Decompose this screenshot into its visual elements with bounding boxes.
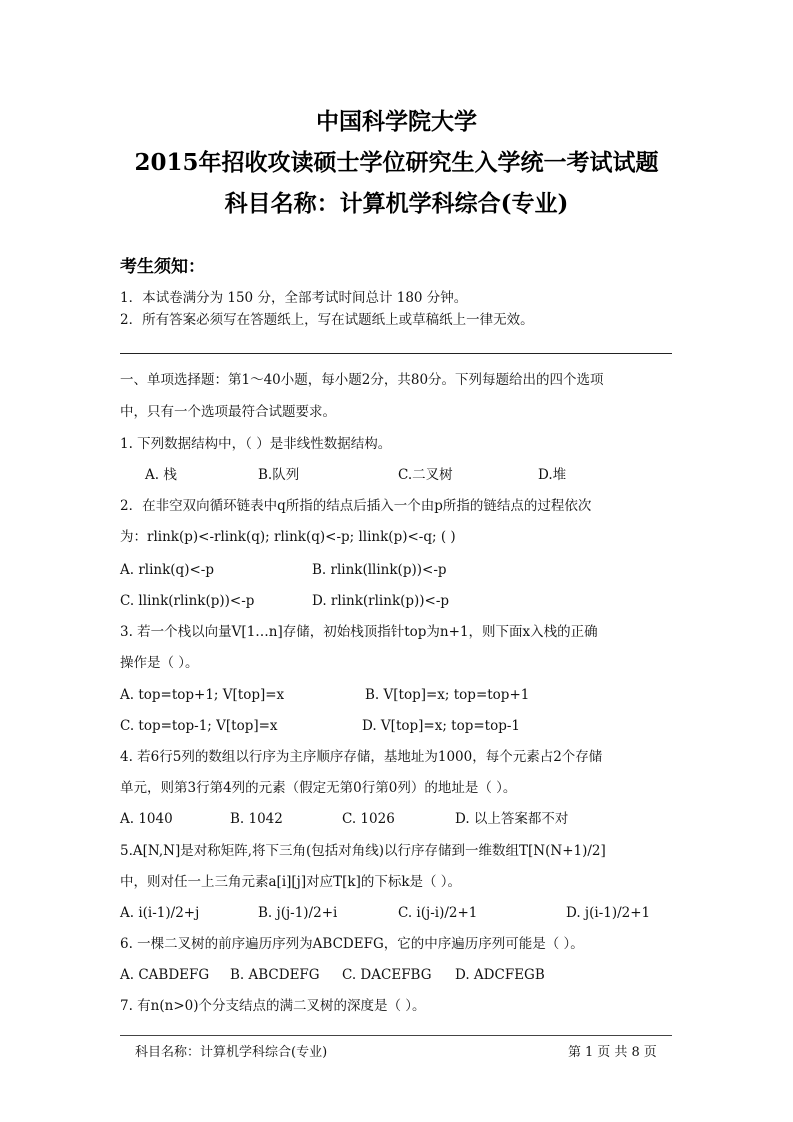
option-c: C.二叉树 <box>398 467 453 483</box>
option-b: B. ABCDEFG <box>230 967 320 983</box>
question-5-cont: 中，则对任一上三角元素a[i][j]对应T[k]的下标k是（ ）。 <box>120 874 462 890</box>
question-2: 2．在非空双向循环链表中q所指的结点后插入一个由p所指的链结点的过程依次 <box>120 498 592 514</box>
question-5: 5.A[N,N]是对称矩阵,将下三角(包括对角线)以行序存储到一维数组T[N(N+1)/2] <box>120 843 606 859</box>
page-number <box>566 1041 659 1060</box>
option-c: C. top=top-1; V[top]=x <box>120 718 278 734</box>
section-heading-cont: 中，只有一个选项最符合试题要求。 <box>120 404 336 420</box>
notice-heading: 考生须知： <box>120 257 205 277</box>
option-c: C. 1026 <box>342 811 395 827</box>
question-1: 1. 下列数据结构中，（ ）是非线性数据结构。 <box>120 436 392 452</box>
option-b: B. rlink(llink(p))<-p <box>312 562 447 578</box>
option-d: D. V[top]=x; top=top-1 <box>362 718 521 734</box>
option-a: A. CABDEFG <box>120 967 210 983</box>
question-4: 4. 若6行5列的数组以行序为主序顺序存储，基地址为1000，每个元素占2个存储 <box>120 749 603 765</box>
page-suffix: 页 <box>643 1045 657 1060</box>
question-4-cont: 单元，则第3行第4列的元素（假定无第0行第0列）的地址是（ ）。 <box>120 780 517 796</box>
option-b: B. j(j-1)/2+i <box>258 905 338 921</box>
option-a: A. rlink(q)<-p <box>120 562 214 578</box>
question-2-cont: 为：rlink(p)<-rlink(q); rlink(q)<-p; llink(p)<-q; ( ) <box>120 529 456 545</box>
notice-item: 1．本试卷满分为 150 分，全部考试时间总计 180 分钟。 <box>120 290 468 306</box>
question-3: 3. 若一个栈以向量V[1…n]存储，初始栈顶指针top为n+1，则下面x入栈的正确 <box>120 624 598 640</box>
option-d: D. 以上答案都不对 <box>455 811 569 827</box>
page-total: 8 <box>631 1045 640 1060</box>
option-a: A. i(i-1)/2+j <box>120 905 200 921</box>
page-mid: 页 共 <box>597 1045 628 1060</box>
subject-title: 科目名称：计算机学科综合(专业) <box>224 190 569 217</box>
footer-subject: 科目名称：计算机学科综合(专业) <box>135 1045 328 1060</box>
option-b: B. V[top]=x; top=top+1 <box>365 687 530 703</box>
option-a: A. top=top+1; V[top]=x <box>120 687 285 703</box>
question-3-cont: 操作是（ ）。 <box>120 655 199 671</box>
option-c: C. i(j-i)/2+1 <box>398 905 478 921</box>
question-7: 7. 有n(n>0)个分支结点的满二叉树的深度是（ ）。 <box>120 998 426 1014</box>
option-c: C. llink(rlink(p))<-p <box>120 593 255 609</box>
section-heading: 一、单项选择题：第1～40小题，每小题2分，共80分。下列每题给出的四个选项 <box>120 372 604 388</box>
notice-item: 2．所有答案必须写在答题纸上，写在试题纸上或草稿纸上一律无效。 <box>120 312 534 328</box>
page-current: 1 <box>585 1045 594 1060</box>
option-d: D. rlink(rlink(p))<-p <box>312 593 450 609</box>
option-d: D. j(i-1)/2+1 <box>566 905 651 921</box>
option-d: D.堆 <box>538 467 567 483</box>
option-b: B.队列 <box>258 467 300 483</box>
question-6: 6. 一棵二叉树的前序遍历序列为ABCDEFG，它的中序遍历序列可能是（ ）。 <box>120 936 584 952</box>
option-c: C. DACEFBG <box>342 967 432 983</box>
footer-separator <box>120 1035 672 1036</box>
page-prefix: 第 <box>568 1045 582 1060</box>
university-title: 中国科学院大学 <box>316 108 477 135</box>
option-a: A. 栈 <box>145 467 177 483</box>
separator-line <box>120 353 672 354</box>
exam-title: 2015年招收攻读硕士学位研究生入学统一考试试题 <box>134 149 659 176</box>
option-b: B. 1042 <box>230 811 283 827</box>
option-d: D. ADCFEGB <box>455 967 545 983</box>
option-a: A. 1040 <box>120 811 173 827</box>
